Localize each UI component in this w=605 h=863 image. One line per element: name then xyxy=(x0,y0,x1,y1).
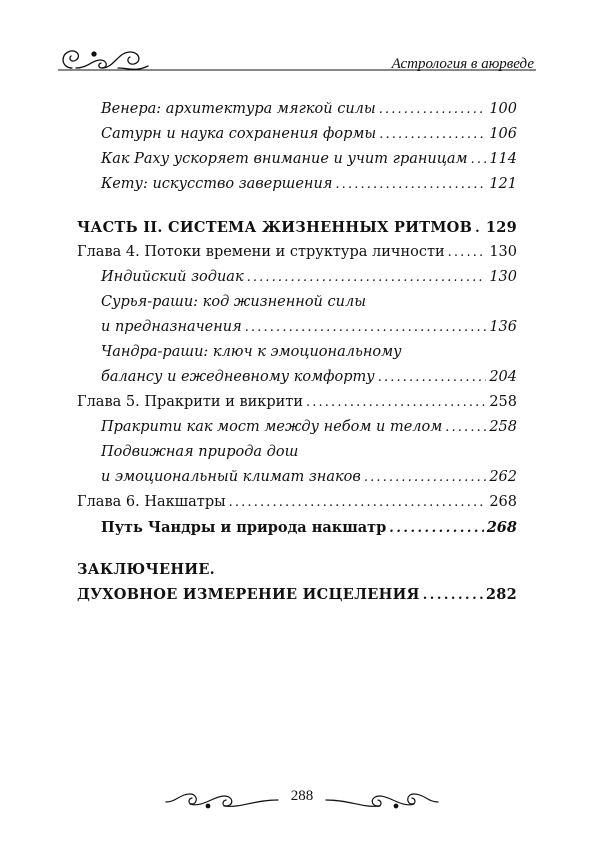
toc-entry-surya-line1: Сурья-раши: код жизненной силы xyxy=(101,294,367,310)
toc-entry-surya xyxy=(77,315,517,340)
toc-entry-chandra xyxy=(77,365,517,390)
toc-entry-page: 130 xyxy=(489,269,517,285)
toc-entry-venus xyxy=(77,97,517,122)
toc-entry-rahu xyxy=(77,147,517,172)
leader-dots xyxy=(378,365,487,390)
page-number: 288 xyxy=(287,788,318,804)
running-header xyxy=(58,38,536,82)
toc-entry-title: Глава 6. Накшатры xyxy=(77,494,226,510)
toc-entry-page: 258 xyxy=(489,394,517,410)
toc-entry-page: 268 xyxy=(486,519,517,536)
leader-dots xyxy=(364,465,486,490)
toc-entry-title: Путь Чандры и природа накшатр xyxy=(101,519,387,536)
toc-entry-page: 268 xyxy=(489,494,517,510)
toc-entry-prakriti xyxy=(77,415,517,440)
toc-entry-page: 204 xyxy=(489,369,517,385)
toc-entry-page: 282 xyxy=(485,586,517,603)
toc-entry-title: Пракрити как мост между небом и телом xyxy=(101,419,443,435)
toc-entry-title: Как Раху ускоряет внимание и учит границам xyxy=(101,151,468,167)
toc-entry-chandra-line1: Чандра-раши: ключ к эмоциональному xyxy=(101,344,402,360)
toc-entry-page: 106 xyxy=(489,126,517,142)
toc-entry-title: Глава 5. Пракрити и викрити xyxy=(77,394,303,410)
toc-entry-chapter-5 xyxy=(77,390,517,415)
toc-entry-part-2 xyxy=(77,215,517,240)
leader-dots xyxy=(423,583,483,608)
leader-dots xyxy=(379,97,487,122)
page-number-wrap xyxy=(162,788,442,805)
leader-dots xyxy=(379,122,486,147)
toc-entry-page: 262 xyxy=(489,469,517,485)
toc-entry-title: и предназначения xyxy=(101,319,242,335)
toc-entry-page: 130 xyxy=(489,244,517,260)
toc-entry-zodiac xyxy=(77,265,517,290)
page-footer xyxy=(162,782,442,818)
toc-entry-title: балансу и ежедневному комфорту xyxy=(101,369,375,385)
leader-dots xyxy=(335,172,486,197)
leader-dots xyxy=(229,490,487,515)
table-of-contents xyxy=(77,97,517,607)
toc-entry-title: и эмоциональный климат знаков xyxy=(101,469,361,485)
toc-entry-title: Венера: архитектура мягкой силы xyxy=(101,101,376,117)
leader-dots xyxy=(471,147,487,172)
toc-entry-title: Индийский зодиак xyxy=(101,269,244,285)
toc-entry-ketu xyxy=(77,172,517,197)
toc-entry-conclusion-line1: ЗАКЛЮЧЕНИЕ. xyxy=(77,561,216,578)
toc-entry-chapter-4 xyxy=(77,240,517,265)
toc-entry-title: Кету: искусство завершения xyxy=(101,176,333,192)
toc-entry-page: 121 xyxy=(489,176,517,192)
toc-entry-chandra-path xyxy=(77,515,517,540)
header-title: Астрология в аюрведе xyxy=(391,56,534,72)
toc-entry-saturn xyxy=(77,122,517,147)
leader-dots xyxy=(306,390,486,415)
toc-entry-doshas-line1: Подвижная природа дош xyxy=(101,444,299,460)
toc-entry-page: 100 xyxy=(489,101,517,117)
leader-dots xyxy=(247,265,487,290)
toc-entry-title: Глава 4. Потоки времени и структура личности xyxy=(77,244,445,260)
leader-dots xyxy=(389,516,483,541)
leader-dots xyxy=(245,315,487,340)
toc-entry-doshas xyxy=(77,465,517,490)
toc-entry-page: 136 xyxy=(489,319,517,335)
leader-dots xyxy=(445,415,486,440)
toc-entry-chapter-6 xyxy=(77,490,517,515)
toc-entry-title: Сатурн и наука сохранения формы xyxy=(101,126,377,142)
toc-entry-page: 114 xyxy=(489,151,517,167)
leader-dots xyxy=(475,216,483,241)
leader-dots xyxy=(448,240,487,265)
toc-entry-title: ДУХОВНОЕ ИЗМЕРЕНИЕ ИСЦЕЛЕНИЯ xyxy=(77,586,420,603)
toc-entry-page: 258 xyxy=(489,419,517,435)
toc-entry-page: 129 xyxy=(485,219,517,236)
toc-entry-title: ЧАСТЬ II. СИСТЕМА ЖИЗНЕННЫХ РИТМОВ xyxy=(77,219,473,236)
toc-entry-conclusion xyxy=(77,582,517,607)
